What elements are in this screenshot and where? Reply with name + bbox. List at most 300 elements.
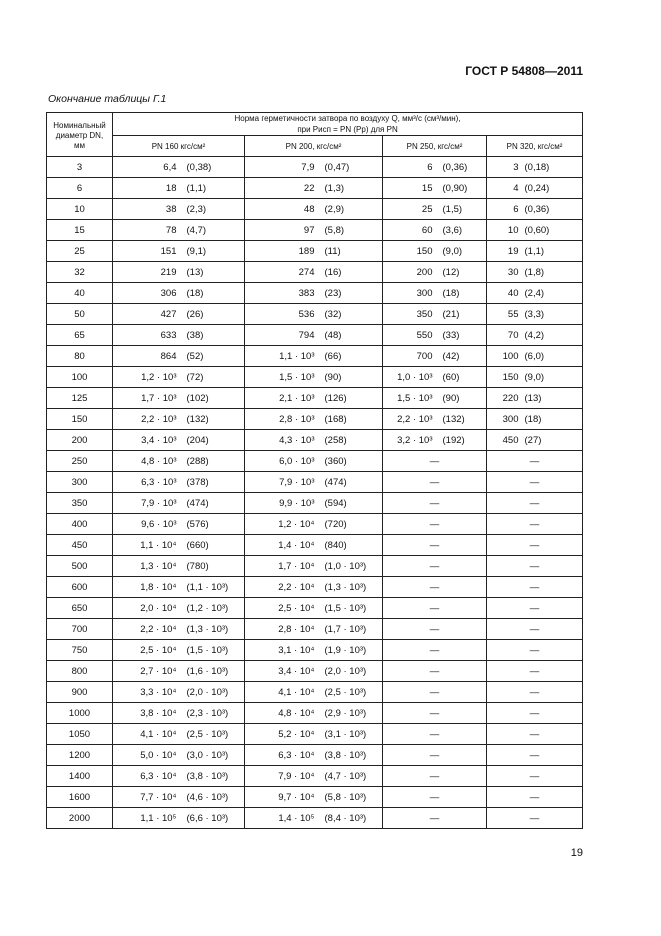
cell-pn200-value: 536	[245, 304, 319, 325]
cell-pn200-value: 9,7 · 10⁴	[245, 787, 319, 808]
table-row	[47, 346, 583, 367]
cell-pn250-paren: (3,6)	[439, 220, 487, 241]
cell-pn320-paren: (1,1)	[521, 241, 583, 262]
cell-pn250-paren: (90)	[439, 388, 487, 409]
table-row	[47, 430, 583, 451]
cell-pn160-paren: (2,3)	[181, 199, 245, 220]
table-row	[47, 703, 583, 724]
header-dn-line3: мм	[74, 141, 85, 150]
cell-pn200-paren: (2,9)	[319, 199, 383, 220]
cell-pn200-value: 4,8 · 10⁴	[245, 703, 319, 724]
table-row	[47, 577, 583, 598]
cell-pn160-value: 1,3 · 10⁴	[113, 556, 181, 577]
cell-pn320-paren: (27)	[521, 430, 583, 451]
cell-pn200-paren: (90)	[319, 367, 383, 388]
cell-dn: 40	[47, 283, 113, 304]
cell-pn320-value: 30	[487, 262, 521, 283]
cell-dn: 100	[47, 367, 113, 388]
table-row	[47, 640, 583, 661]
cell-pn320-value: —	[487, 682, 583, 703]
cell-pn160-value: 1,8 · 10⁴	[113, 577, 181, 598]
cell-pn200-value: 2,8 · 10³	[245, 409, 319, 430]
cell-pn250-paren: (60)	[439, 367, 487, 388]
table-row	[47, 241, 583, 262]
cell-pn160-value: 38	[113, 199, 181, 220]
cell-pn320-paren: (0,18)	[521, 157, 583, 178]
cell-pn250-value: 6	[383, 157, 439, 178]
table-row	[47, 304, 583, 325]
cell-pn320-value: —	[487, 640, 583, 661]
cell-pn160-value: 78	[113, 220, 181, 241]
cell-pn200-paren: (360)	[319, 451, 383, 472]
header-pn160: PN 160 кгс/см²	[113, 136, 245, 157]
header-row-main	[47, 113, 583, 136]
cell-pn160-paren: (204)	[181, 430, 245, 451]
cell-pn200-value: 48	[245, 199, 319, 220]
cell-pn320-value: 70	[487, 325, 521, 346]
cell-pn250-value: 1,5 · 10³	[383, 388, 439, 409]
cell-pn160-value: 2,7 · 10⁴	[113, 661, 181, 682]
cell-pn160-paren: (9,1)	[181, 241, 245, 262]
tightness-norm-table	[46, 112, 583, 829]
cell-pn250-value: —	[383, 472, 487, 493]
cell-pn200-value: 1,4 · 10⁵	[245, 808, 319, 829]
page-number: 19	[570, 847, 583, 859]
cell-pn320-value: 450	[487, 430, 521, 451]
cell-pn320-value: 220	[487, 388, 521, 409]
cell-dn: 1400	[47, 766, 113, 787]
cell-pn200-paren: (258)	[319, 430, 383, 451]
cell-pn160-paren: (132)	[181, 409, 245, 430]
cell-pn160-value: 9,6 · 10³	[113, 514, 181, 535]
cell-pn320-paren: (4,2)	[521, 325, 583, 346]
header-norm-line2: при Pисп = PN (Pр) для PN	[297, 125, 398, 134]
cell-pn200-paren: (594)	[319, 493, 383, 514]
cell-dn: 800	[47, 661, 113, 682]
cell-pn160-paren: (4,7)	[181, 220, 245, 241]
cell-pn320-value: 6	[487, 199, 521, 220]
cell-pn160-value: 219	[113, 262, 181, 283]
table-row	[47, 325, 583, 346]
cell-pn160-value: 3,3 · 10⁴	[113, 682, 181, 703]
cell-pn160-value: 864	[113, 346, 181, 367]
cell-pn320-value: —	[487, 514, 583, 535]
cell-pn200-paren: (48)	[319, 325, 383, 346]
cell-pn320-value: —	[487, 724, 583, 745]
cell-pn320-value: —	[487, 661, 583, 682]
cell-pn250-value: —	[383, 745, 487, 766]
cell-dn: 1200	[47, 745, 113, 766]
cell-pn250-value: 150	[383, 241, 439, 262]
cell-pn320-value: 55	[487, 304, 521, 325]
cell-pn160-paren: (102)	[181, 388, 245, 409]
cell-pn160-value: 427	[113, 304, 181, 325]
cell-pn250-paren: (0,90)	[439, 178, 487, 199]
cell-pn250-value: —	[383, 535, 487, 556]
header-nominal-diameter	[47, 113, 113, 157]
cell-pn320-value: —	[487, 472, 583, 493]
table-row	[47, 178, 583, 199]
cell-pn200-paren: (32)	[319, 304, 383, 325]
cell-pn160-value: 4,8 · 10³	[113, 451, 181, 472]
table-row	[47, 409, 583, 430]
cell-pn160-paren: (18)	[181, 283, 245, 304]
cell-pn160-value: 7,7 · 10⁴	[113, 787, 181, 808]
cell-pn250-value: 2,2 · 10³	[383, 409, 439, 430]
cell-pn160-paren: (576)	[181, 514, 245, 535]
header-tightness-norm	[113, 113, 583, 136]
cell-pn200-paren: (2,0 · 10³)	[319, 661, 383, 682]
cell-pn160-paren: (3,0 · 10³)	[181, 745, 245, 766]
table-row	[47, 808, 583, 829]
cell-pn160-value: 1,1 · 10⁵	[113, 808, 181, 829]
cell-pn200-paren: (1,3 · 10³)	[319, 577, 383, 598]
cell-pn320-value: —	[487, 808, 583, 829]
cell-pn250-value: —	[383, 619, 487, 640]
cell-pn250-value: —	[383, 598, 487, 619]
cell-pn320-value: —	[487, 577, 583, 598]
cell-pn160-value: 2,0 · 10⁴	[113, 598, 181, 619]
cell-pn250-paren: (132)	[439, 409, 487, 430]
cell-pn160-paren: (378)	[181, 472, 245, 493]
table-row	[47, 556, 583, 577]
cell-pn160-paren: (2,5 · 10³)	[181, 724, 245, 745]
cell-pn200-value: 2,1 · 10³	[245, 388, 319, 409]
cell-pn160-paren: (13)	[181, 262, 245, 283]
cell-pn200-paren: (3,8 · 10³)	[319, 745, 383, 766]
cell-pn160-value: 5,0 · 10⁴	[113, 745, 181, 766]
cell-dn: 6	[47, 178, 113, 199]
cell-pn160-value: 2,2 · 10³	[113, 409, 181, 430]
cell-pn160-value: 1,7 · 10³	[113, 388, 181, 409]
header-pn250: PN 250, кгс/см²	[383, 136, 487, 157]
cell-dn: 400	[47, 514, 113, 535]
cell-pn160-paren: (26)	[181, 304, 245, 325]
cell-pn200-value: 3,4 · 10⁴	[245, 661, 319, 682]
cell-dn: 450	[47, 535, 113, 556]
table-row	[47, 472, 583, 493]
table-row	[47, 199, 583, 220]
table-row	[47, 787, 583, 808]
cell-pn320-value: —	[487, 598, 583, 619]
cell-pn250-paren: (42)	[439, 346, 487, 367]
cell-pn320-value: 3	[487, 157, 521, 178]
cell-pn250-value: 1,0 · 10³	[383, 367, 439, 388]
cell-pn200-value: 274	[245, 262, 319, 283]
table-row	[47, 388, 583, 409]
cell-pn160-paren: (38)	[181, 325, 245, 346]
cell-dn: 300	[47, 472, 113, 493]
table-caption: Окончание таблицы Г.1	[48, 93, 167, 105]
cell-dn: 150	[47, 409, 113, 430]
cell-pn250-value: 350	[383, 304, 439, 325]
cell-pn160-paren: (1,1 · 10³)	[181, 577, 245, 598]
table-row	[47, 514, 583, 535]
cell-dn: 650	[47, 598, 113, 619]
cell-pn200-paren: (5,8)	[319, 220, 383, 241]
cell-dn: 700	[47, 619, 113, 640]
cell-pn200-paren: (2,9 · 10³)	[319, 703, 383, 724]
cell-dn: 80	[47, 346, 113, 367]
cell-pn320-paren: (3,3)	[521, 304, 583, 325]
cell-pn250-value: 700	[383, 346, 439, 367]
cell-pn250-paren: (18)	[439, 283, 487, 304]
table-row	[47, 220, 583, 241]
cell-pn250-value: —	[383, 682, 487, 703]
cell-pn320-value: —	[487, 493, 583, 514]
table-row	[47, 535, 583, 556]
cell-pn200-value: 7,9 · 10⁴	[245, 766, 319, 787]
cell-pn250-paren: (21)	[439, 304, 487, 325]
cell-pn320-value: —	[487, 535, 583, 556]
cell-pn160-value: 306	[113, 283, 181, 304]
cell-pn200-value: 4,1 · 10⁴	[245, 682, 319, 703]
cell-pn250-paren: (12)	[439, 262, 487, 283]
cell-pn250-value: —	[383, 808, 487, 829]
cell-pn250-value: —	[383, 640, 487, 661]
cell-pn160-value: 633	[113, 325, 181, 346]
table-row	[47, 262, 583, 283]
cell-pn320-value: —	[487, 451, 583, 472]
cell-dn: 600	[47, 577, 113, 598]
cell-dn: 750	[47, 640, 113, 661]
cell-pn200-paren: (720)	[319, 514, 383, 535]
cell-pn200-value: 383	[245, 283, 319, 304]
cell-pn200-value: 3,1 · 10⁴	[245, 640, 319, 661]
cell-pn250-paren: (33)	[439, 325, 487, 346]
cell-pn250-paren: (192)	[439, 430, 487, 451]
cell-pn250-paren: (0,36)	[439, 157, 487, 178]
cell-dn: 50	[47, 304, 113, 325]
cell-pn200-paren: (1,3)	[319, 178, 383, 199]
cell-pn250-value: 550	[383, 325, 439, 346]
cell-pn320-paren: (9,0)	[521, 367, 583, 388]
cell-pn250-value: —	[383, 514, 487, 535]
header-pn200: PN 200, кгс/см²	[245, 136, 383, 157]
cell-pn160-paren: (474)	[181, 493, 245, 514]
table-row	[47, 493, 583, 514]
cell-pn160-paren: (1,6 · 10³)	[181, 661, 245, 682]
cell-pn160-paren: (1,5 · 10³)	[181, 640, 245, 661]
cell-pn200-paren: (4,7 · 10³)	[319, 766, 383, 787]
cell-pn160-value: 6,3 · 10³	[113, 472, 181, 493]
table-row	[47, 682, 583, 703]
cell-pn320-value: 300	[487, 409, 521, 430]
cell-dn: 125	[47, 388, 113, 409]
cell-pn160-paren: (2,0 · 10³)	[181, 682, 245, 703]
cell-pn160-paren: (3,8 · 10³)	[181, 766, 245, 787]
cell-pn200-value: 7,9	[245, 157, 319, 178]
cell-pn160-value: 3,4 · 10³	[113, 430, 181, 451]
cell-pn250-value: —	[383, 577, 487, 598]
cell-dn: 200	[47, 430, 113, 451]
cell-pn160-paren: (1,3 · 10³)	[181, 619, 245, 640]
cell-pn160-paren: (1,2 · 10³)	[181, 598, 245, 619]
cell-pn250-value: —	[383, 451, 487, 472]
cell-pn160-value: 2,5 · 10⁴	[113, 640, 181, 661]
cell-pn320-paren: (0,60)	[521, 220, 583, 241]
cell-dn: 10	[47, 199, 113, 220]
cell-dn: 350	[47, 493, 113, 514]
cell-pn160-value: 18	[113, 178, 181, 199]
cell-pn200-value: 6,0 · 10³	[245, 451, 319, 472]
cell-pn160-paren: (52)	[181, 346, 245, 367]
cell-pn160-value: 2,2 · 10⁴	[113, 619, 181, 640]
cell-pn200-value: 2,8 · 10⁴	[245, 619, 319, 640]
cell-dn: 500	[47, 556, 113, 577]
cell-pn200-value: 97	[245, 220, 319, 241]
cell-dn: 900	[47, 682, 113, 703]
cell-pn200-paren: (0,47)	[319, 157, 383, 178]
cell-pn160-paren: (0,38)	[181, 157, 245, 178]
cell-pn250-value: —	[383, 556, 487, 577]
cell-pn250-value: 25	[383, 199, 439, 220]
cell-pn250-value: 60	[383, 220, 439, 241]
cell-dn: 250	[47, 451, 113, 472]
table-row	[47, 661, 583, 682]
cell-pn320-value: —	[487, 745, 583, 766]
cell-pn200-value: 1,2 · 10⁴	[245, 514, 319, 535]
document-standard-header: ГОСТ Р 54808—2011	[465, 64, 583, 78]
cell-pn200-value: 22	[245, 178, 319, 199]
cell-pn250-value: —	[383, 493, 487, 514]
cell-pn320-value: —	[487, 619, 583, 640]
cell-pn200-paren: (1,7 · 10³)	[319, 619, 383, 640]
cell-pn200-paren: (16)	[319, 262, 383, 283]
cell-pn200-paren: (1,9 · 10³)	[319, 640, 383, 661]
cell-pn200-paren: (23)	[319, 283, 383, 304]
cell-pn200-paren: (11)	[319, 241, 383, 262]
cell-pn200-value: 189	[245, 241, 319, 262]
cell-pn160-paren: (72)	[181, 367, 245, 388]
table-row	[47, 283, 583, 304]
cell-pn160-value: 7,9 · 10³	[113, 493, 181, 514]
cell-pn200-paren: (66)	[319, 346, 383, 367]
cell-pn200-value: 1,1 · 10³	[245, 346, 319, 367]
cell-pn200-value: 4,3 · 10³	[245, 430, 319, 451]
header-dn-line1: Номинальный	[53, 121, 106, 130]
cell-pn320-value: 40	[487, 283, 521, 304]
cell-dn: 65	[47, 325, 113, 346]
table-row	[47, 598, 583, 619]
cell-dn: 25	[47, 241, 113, 262]
cell-pn320-value: —	[487, 787, 583, 808]
cell-pn160-paren: (4,6 · 10³)	[181, 787, 245, 808]
header-row-pn	[47, 136, 583, 157]
cell-pn320-paren: (0,24)	[521, 178, 583, 199]
cell-pn250-value: —	[383, 661, 487, 682]
cell-pn160-paren: (288)	[181, 451, 245, 472]
cell-pn250-paren: (9,0)	[439, 241, 487, 262]
cell-pn200-value: 2,5 · 10⁴	[245, 598, 319, 619]
cell-pn320-paren: (18)	[521, 409, 583, 430]
cell-pn320-value: —	[487, 766, 583, 787]
cell-pn200-value: 6,3 · 10⁴	[245, 745, 319, 766]
cell-dn: 3	[47, 157, 113, 178]
cell-pn200-value: 1,5 · 10³	[245, 367, 319, 388]
cell-pn250-paren: (1,5)	[439, 199, 487, 220]
cell-dn: 1000	[47, 703, 113, 724]
cell-pn200-paren: (168)	[319, 409, 383, 430]
cell-pn200-paren: (3,1 · 10³)	[319, 724, 383, 745]
cell-pn160-value: 4,1 · 10⁴	[113, 724, 181, 745]
cell-pn200-paren: (8,4 · 10³)	[319, 808, 383, 829]
cell-pn200-paren: (5,8 · 10³)	[319, 787, 383, 808]
header-pn320: PN 320, кгс/см²	[487, 136, 583, 157]
cell-pn250-value: 3,2 · 10³	[383, 430, 439, 451]
cell-pn200-paren: (2,5 · 10³)	[319, 682, 383, 703]
cell-pn250-value: 200	[383, 262, 439, 283]
cell-pn160-paren: (780)	[181, 556, 245, 577]
cell-pn250-value: —	[383, 724, 487, 745]
cell-pn320-value: 100	[487, 346, 521, 367]
cell-pn200-value: 5,2 · 10⁴	[245, 724, 319, 745]
cell-pn200-value: 1,4 · 10⁴	[245, 535, 319, 556]
table-row	[47, 745, 583, 766]
cell-pn200-paren: (1,0 · 10³)	[319, 556, 383, 577]
cell-pn320-paren: (2,4)	[521, 283, 583, 304]
cell-pn320-paren: (1,8)	[521, 262, 583, 283]
cell-pn160-paren: (2,3 · 10³)	[181, 703, 245, 724]
cell-pn200-value: 9,9 · 10³	[245, 493, 319, 514]
cell-pn320-value: 4	[487, 178, 521, 199]
cell-pn200-paren: (126)	[319, 388, 383, 409]
table-row	[47, 451, 583, 472]
cell-pn320-paren: (6,0)	[521, 346, 583, 367]
header-norm-line1: Норма герметичности затвора по воздуху Q, мм³/с (см³/мин),	[234, 114, 461, 123]
cell-dn: 15	[47, 220, 113, 241]
cell-pn160-paren: (1,1)	[181, 178, 245, 199]
cell-pn200-value: 7,9 · 10³	[245, 472, 319, 493]
table-row	[47, 619, 583, 640]
cell-pn160-value: 151	[113, 241, 181, 262]
table-row	[47, 157, 583, 178]
cell-pn200-value: 1,7 · 10⁴	[245, 556, 319, 577]
cell-pn250-value: —	[383, 766, 487, 787]
cell-pn320-value: 10	[487, 220, 521, 241]
cell-pn160-value: 1,2 · 10³	[113, 367, 181, 388]
cell-dn: 2000	[47, 808, 113, 829]
cell-pn250-value: —	[383, 703, 487, 724]
cell-pn160-value: 6,3 · 10⁴	[113, 766, 181, 787]
cell-pn250-value: 15	[383, 178, 439, 199]
cell-pn200-paren: (1,5 · 10³)	[319, 598, 383, 619]
cell-pn160-value: 3,8 · 10⁴	[113, 703, 181, 724]
cell-pn320-paren: (13)	[521, 388, 583, 409]
cell-pn160-value: 1,1 · 10⁴	[113, 535, 181, 556]
cell-pn320-value: 19	[487, 241, 521, 262]
table-row	[47, 724, 583, 745]
cell-pn320-value: —	[487, 556, 583, 577]
table-row	[47, 766, 583, 787]
cell-pn320-value: 150	[487, 367, 521, 388]
cell-dn: 1600	[47, 787, 113, 808]
cell-pn200-paren: (474)	[319, 472, 383, 493]
cell-pn160-paren: (6,6 · 10³)	[181, 808, 245, 829]
cell-dn: 1050	[47, 724, 113, 745]
cell-pn250-value: —	[383, 787, 487, 808]
cell-pn320-paren: (0,36)	[521, 199, 583, 220]
cell-pn160-value: 6,4	[113, 157, 181, 178]
header-dn-line2: диаметр DN,	[55, 131, 104, 140]
cell-pn160-paren: (660)	[181, 535, 245, 556]
cell-pn250-value: 300	[383, 283, 439, 304]
table-row	[47, 367, 583, 388]
cell-pn320-value: —	[487, 703, 583, 724]
cell-pn200-value: 2,2 · 10⁴	[245, 577, 319, 598]
cell-pn200-value: 794	[245, 325, 319, 346]
cell-pn200-paren: (840)	[319, 535, 383, 556]
